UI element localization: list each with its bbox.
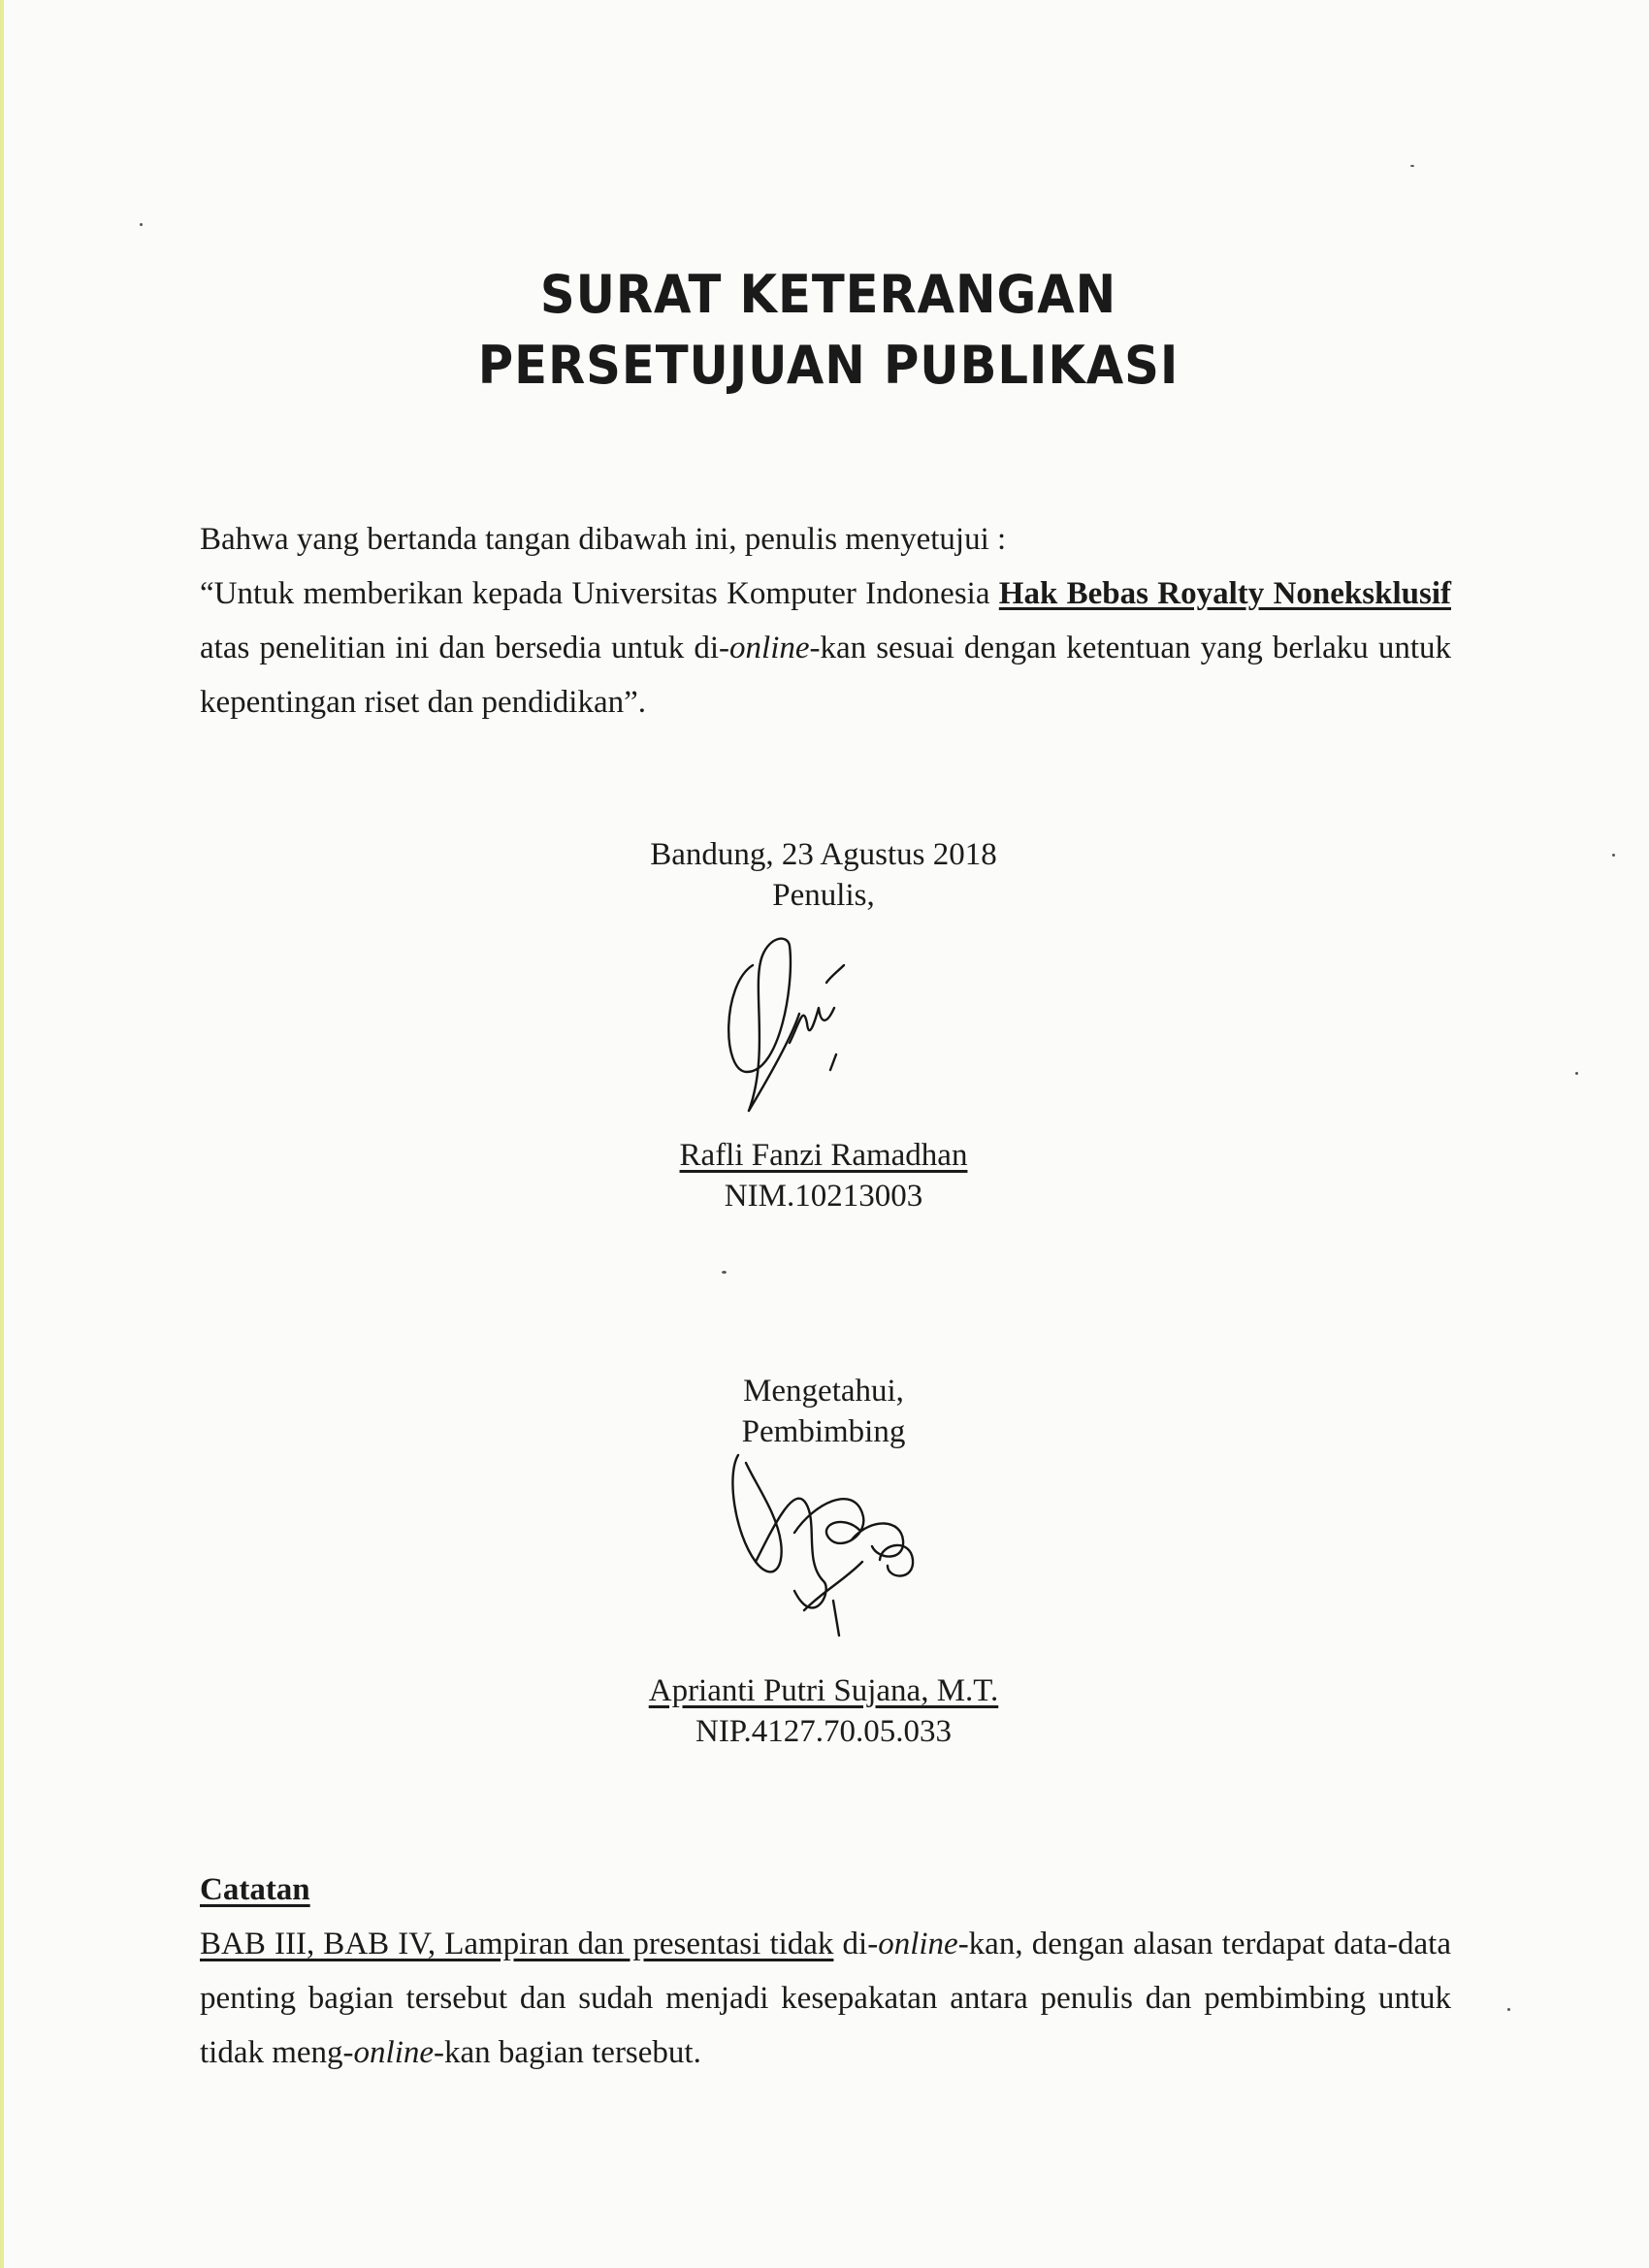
note-line-2: penting bagian tersebut dan sudah menjadi kesepakatan antara penulis dan pembimbing untuk [200, 1981, 1451, 2016]
author-role: Penulis, [772, 878, 875, 913]
title-line-1: SURAT KETERANGAN [539, 264, 1117, 325]
title-line-2: PERSETUJUAN PUBLIKASI [477, 335, 1180, 396]
note-line-1 [200, 1917, 1451, 1971]
intro-text: Bahwa yang bertanda tangan dibawah ini, penulis menyetujui : [200, 522, 1007, 557]
acknowledge-label: Mengetahui, [743, 1374, 904, 1409]
supervisor-signature [717, 1445, 950, 1649]
quote-text-3: -kan sesuai dengan ketentuan yang berlaku untuk [809, 631, 1451, 665]
supervisor-identity [4, 1670, 1643, 1752]
note-line-3 [200, 2025, 1451, 2080]
note-text-1: di- [833, 1927, 879, 1961]
online-word: online [729, 631, 810, 665]
place-date: Bandung, 23 Agustus 2018 [650, 837, 997, 872]
quote-line-1 [200, 567, 1451, 621]
royalty-phrase: Hak Bebas Royalty Noneksklusif [998, 576, 1451, 611]
author-date-block [4, 834, 1643, 916]
note-section [200, 1863, 1451, 2080]
supervisor-role: Pembimbing [741, 1414, 906, 1449]
scan-speck [140, 223, 143, 226]
author-name: Rafli Fanzi Ramadhan [679, 1138, 968, 1173]
scan-speck [722, 1271, 727, 1274]
quote-line-3: kepentingan riset dan pendidikan”. [200, 685, 647, 720]
supervisor-name: Aprianti Putri Sujana, M.T. [648, 1673, 999, 1708]
note-text-3: tidak meng- [200, 2035, 354, 2070]
note-heading: Catatan [200, 1872, 310, 1907]
supervisor-nip: NIP.4127.70.05.033 [695, 1714, 953, 1749]
quote-text-1: “Untuk memberikan kepada Universitas Komputer Indonesia [200, 576, 999, 611]
online-word-3: online [353, 2035, 435, 2070]
supervisor-label-block [4, 1371, 1643, 1452]
scan-speck [1575, 1072, 1578, 1075]
scan-speck [1507, 2008, 1510, 2011]
online-word-2: online [878, 1927, 958, 1961]
scan-speck [1612, 854, 1615, 857]
statement-paragraph [200, 512, 1451, 729]
excluded-sections: BAB III, BAB IV, Lampiran dan presentasi tidak [200, 1927, 834, 1961]
note-text-2: -kan, dengan alasan terdapat data-data [957, 1927, 1451, 1961]
quote-text-2: atas penelitian ini dan bersedia untuk di- [200, 631, 730, 665]
scan-speck [1410, 165, 1414, 167]
quote-line-2 [200, 621, 1451, 675]
author-signature [702, 926, 906, 1130]
note-text-4: -kan bagian tersebut. [434, 2035, 701, 2070]
author-nim: NIM.10213003 [724, 1179, 923, 1214]
author-identity [4, 1135, 1643, 1216]
